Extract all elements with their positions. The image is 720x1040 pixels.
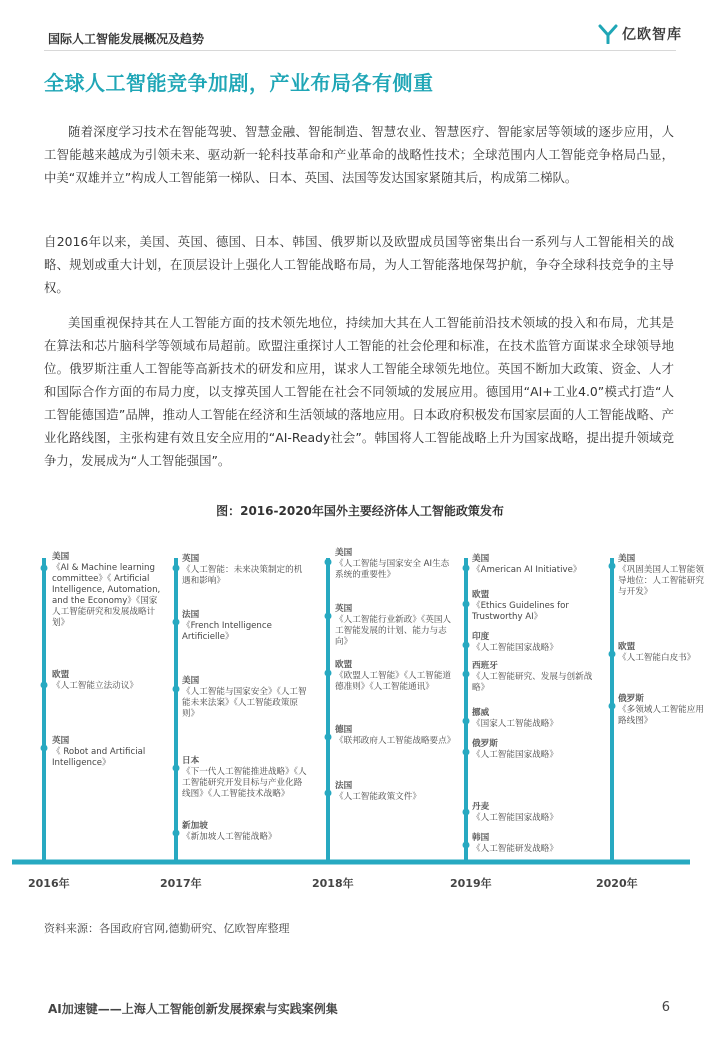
timeline-dot — [325, 670, 332, 677]
entry-policy: 《人工智能研究、发展与创新战略》 — [472, 672, 593, 693]
timeline-dot — [463, 809, 470, 816]
timeline-dot — [609, 703, 616, 710]
policy-entry — [182, 821, 310, 843]
policy-entry — [618, 642, 710, 664]
policy-entry — [472, 833, 594, 855]
entry-policy: 《下一代人工智能推进战略》《人工智能研究开发目标与产业化路线图》《人工智能技术战略》 — [182, 767, 307, 799]
timeline-dot — [463, 749, 470, 756]
entry-country: 新加坡 — [182, 821, 208, 831]
year-label-2017: 2017年 — [160, 877, 202, 890]
policy-entry — [182, 676, 310, 720]
paragraph-1: 随着深度学习技术在智能驾驶、智慧金融、智能制造、智慧农业、智慧医疗、智能家居等领域的逐步应用，人工智能越来越成为引领未来、驱动新一轮科技革命和产业革命的战略性技术；全球范围内人工智能竞争格局凸显，中美“双雄并立”构成人工智能第一梯队、日本、英国、法国等发达国家紧随其后，构成第二梯队。 — [44, 124, 674, 185]
entry-country: 美国 — [472, 554, 490, 564]
entry-country: 丹麦 — [472, 802, 490, 812]
timeline-dot — [173, 830, 180, 837]
figure-caption: 图：2016-2020年国外主要经济体人工智能政策发布 — [216, 504, 504, 518]
timeline-dot — [325, 559, 332, 566]
timeline-dot — [325, 790, 332, 797]
entry-country: 欧盟 — [335, 660, 353, 670]
timeline-dot — [173, 565, 180, 572]
entry-country: 英国 — [52, 736, 70, 746]
timeline-dot — [173, 765, 180, 772]
entry-policy: 《人工智能与国家安全 AI生态系统的重要性》 — [335, 559, 450, 580]
logo-icon — [598, 24, 618, 44]
entry-country: 欧盟 — [472, 590, 490, 600]
paragraph-2: 自2016年以来，美国、英国、德国、日本、韩国、俄罗斯以及欧盟成员国等密集出台一系列与人工智能相关的战略、规划或重大计划，在顶层设计上强化人工智能战略布局，为人工智能落地保驾护航，争夺全球科技竞争的主导权。 — [44, 234, 674, 295]
entry-policy: 《人工智能白皮书》 — [618, 653, 696, 663]
entry-country: 韩国 — [472, 833, 490, 843]
timeline-dot — [173, 619, 180, 626]
entry-policy: 《人工智能与国家安全》《人工智能未来法案》《人工智能政策原则》 — [182, 687, 307, 719]
timeline-dot — [41, 745, 48, 752]
entry-policy: 《American AI Initiative》 — [472, 565, 582, 575]
policy-entry — [182, 756, 310, 800]
header-title: 国际人工智能发展概况及趋势 — [48, 32, 205, 46]
entry-policy: 《 Robot and Artificial Intelligence》 — [52, 747, 146, 768]
policy-entry — [335, 604, 455, 648]
footer-title: AI加速键——上海人工智能创新发展探索与实践案例集 — [48, 1002, 338, 1016]
entry-country: 俄罗斯 — [472, 739, 498, 749]
entry-policy: 《人工智能国家战略》 — [472, 643, 558, 653]
year-label-2019: 2019年 — [450, 877, 492, 890]
entry-policy: 《人工智能政策文件》 — [335, 792, 421, 802]
entry-country: 挪威 — [472, 708, 490, 718]
entry-country: 英国 — [335, 604, 353, 614]
entry-policy: 《French Intelligence Artificielle》 — [182, 621, 272, 642]
entry-policy: 《新加坡人工智能战略》 — [182, 832, 277, 842]
timeline-dot — [463, 565, 470, 572]
entry-country: 欧盟 — [618, 642, 636, 652]
policy-entry — [472, 739, 594, 761]
policy-entry — [472, 802, 594, 824]
year-label-2016: 2016年 — [28, 877, 70, 890]
entry-country: 英国 — [182, 554, 200, 564]
policy-entry — [52, 670, 164, 692]
logo-text: 亿欧智库 — [622, 27, 682, 43]
header-logo — [598, 24, 682, 44]
policy-entry — [618, 554, 710, 598]
entry-policy: 《人工智能研发战略》 — [472, 844, 558, 854]
policy-entry — [335, 781, 455, 803]
timeline-dot — [41, 682, 48, 689]
entry-policy: 《人工智能：未来决策制定的机遇和影响》 — [182, 565, 303, 586]
entry-country: 美国 — [182, 676, 200, 686]
timeline-dot — [463, 842, 470, 849]
entry-policy: 《人工智能国家战略》 — [472, 813, 558, 823]
policy-entry — [472, 554, 594, 576]
policy-entry — [472, 590, 594, 623]
policy-entry — [52, 736, 164, 769]
entry-policy: 《人工智能国家战略》 — [472, 750, 558, 760]
timeline-dot — [325, 734, 332, 741]
entry-country: 西班牙 — [472, 661, 498, 671]
entry-country: 法国 — [335, 781, 353, 791]
entry-policy: 《人工智能行业新政》《英国人工智能发展的计划、能力与志向》 — [335, 615, 452, 647]
entry-country: 法国 — [182, 610, 200, 620]
timeline-dot — [609, 651, 616, 658]
entry-policy: 《多领域人工智能应用路线图》 — [618, 705, 704, 726]
policy-entry — [472, 661, 594, 694]
entry-policy: 《人工智能立法动议》 — [52, 681, 138, 691]
entry-country: 美国 — [618, 554, 636, 564]
year-label-2018: 2018年 — [312, 877, 354, 890]
entry-country: 印度 — [472, 632, 490, 642]
entry-policy: 《AI & Machine learning committee》《 Artificial Intelligence, Automation, and the Economy》《国家人工智能研究和发展战略计划》 — [52, 563, 161, 628]
policy-entry — [472, 708, 594, 730]
source-note: 资料来源：各国政府官网,德勤研究、亿欧智库整理 — [44, 922, 290, 935]
timeline-dot — [41, 565, 48, 572]
entry-country: 美国 — [52, 552, 70, 562]
page-number: 6 — [661, 1000, 670, 1015]
timeline-dot — [173, 686, 180, 693]
entry-policy: 《联邦政府人工智能战略要点》 — [335, 736, 456, 746]
policy-entry — [618, 694, 710, 727]
entry-policy: 《欧盟人工智能》《人工智能道德准则》《人工智能通讯》 — [335, 671, 452, 692]
entry-country: 德国 — [335, 725, 353, 735]
entry-policy: 《巩固美国人工智能领导地位：人工智能研究与开发》 — [618, 565, 704, 597]
page-title: 全球人工智能竞争加剧，产业布局各有侧重 — [44, 71, 434, 95]
entry-country: 美国 — [335, 548, 353, 558]
year-label-2020: 2020年 — [596, 877, 638, 890]
header-divider — [44, 50, 676, 51]
policy-entry — [335, 660, 455, 693]
timeline-dot — [463, 718, 470, 725]
policy-entry — [182, 610, 310, 643]
timeline-dot — [463, 642, 470, 649]
entry-country: 欧盟 — [52, 670, 70, 680]
entry-policy: 《Ethics Guidelines for Trustworthy AI》 — [472, 601, 569, 622]
policy-entry — [335, 548, 455, 581]
timeline-dot — [463, 601, 470, 608]
entry-country: 日本 — [182, 756, 200, 766]
timeline-dot — [609, 563, 616, 570]
policy-entry — [335, 725, 455, 747]
policy-timeline — [0, 540, 720, 900]
timeline-dot — [325, 613, 332, 620]
timeline-dot — [463, 671, 470, 678]
policy-entry — [182, 554, 310, 587]
policy-entry — [472, 632, 594, 654]
entry-country: 俄罗斯 — [618, 694, 644, 704]
paragraph-3: 美国重视保持其在人工智能方面的技术领先地位，持续加大其在人工智能前沿技术领域的投入和布局，尤其是在算法和芯片脑科学等领域布局超前。欧盟注重探讨人工智能的社会伦理和标准，在技术监管方面谋求全球领导地位。俄罗斯注重人工智能等高新技术的研发和应用，谋求人工智能全球领先地位。英国不断加大政策、资金、人才和国际合作方面的布局力度，以支撑英国人工智能在社会不同领域的发展应用。德国用“AI+工业4.0”模式打造“人工智能德国造”品牌，推动人工智能在经济和生活领域的落地应用。日本政府积极发布国家层面的人工智能战略、产业化路线图，主张构建有效且安全应用的“AI-Ready社会”。韩国将人工智能战略上升为国家战略，提出提升领域竞争力，发展成为“人工智能强国”。 — [44, 315, 674, 468]
policy-entry — [52, 552, 164, 629]
entry-policy: 《国家人工智能战略》 — [472, 719, 558, 729]
